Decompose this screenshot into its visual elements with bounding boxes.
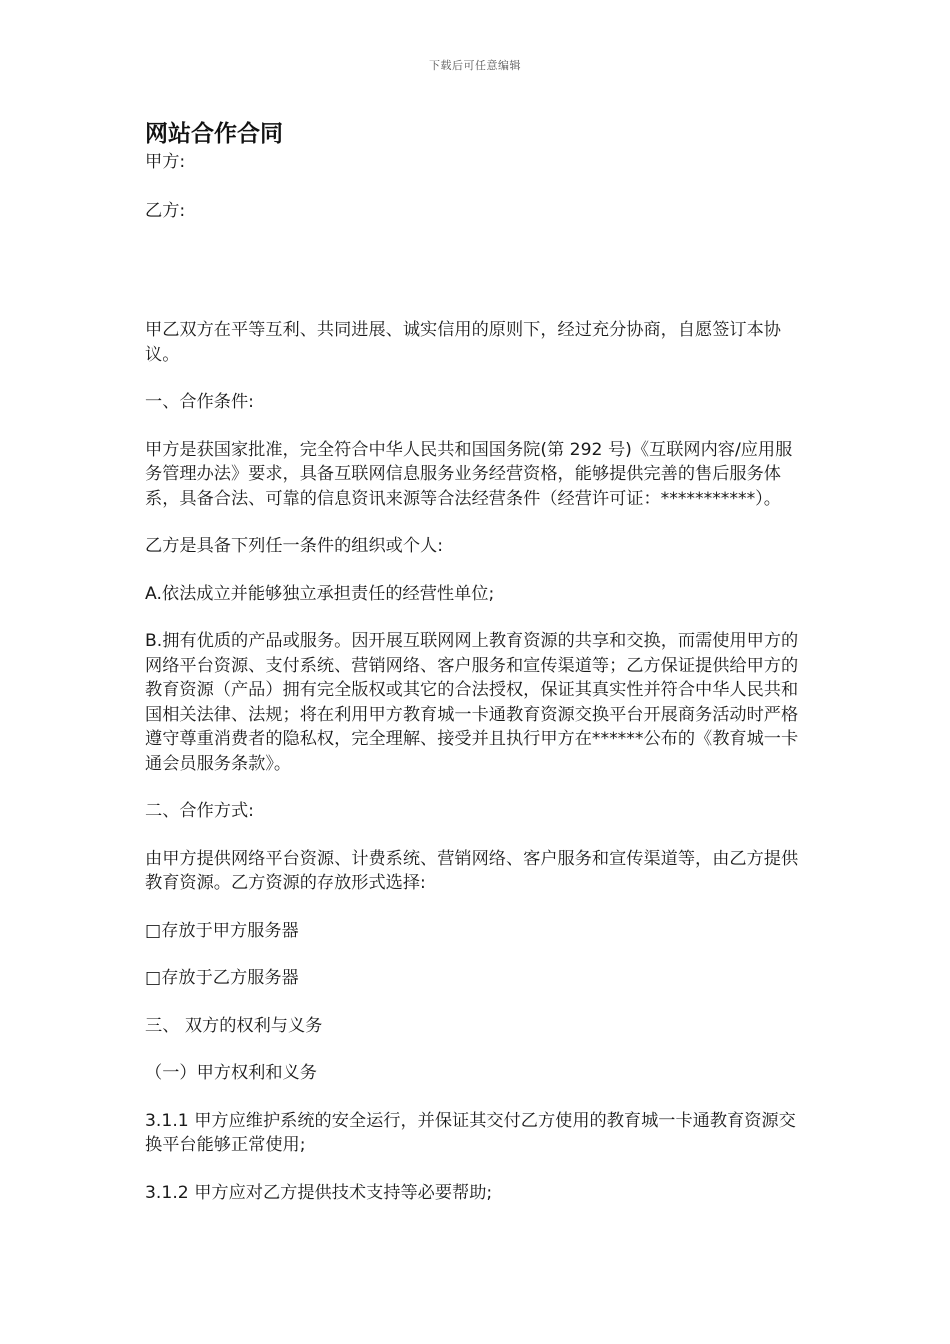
document-body — [145, 118, 805, 1205]
header-note: 下载后可任意编辑 — [429, 59, 521, 72]
party-a-label: 甲方: — [145, 152, 186, 172]
section1-heading: 一、合作条件: — [145, 392, 254, 412]
section3-heading: 三、 双方的权利与义务 — [145, 1015, 323, 1036]
section2-body: 由甲方提供网络平台资源、计费系统、营销网络、客户服务和宣传渠道等，由乙方提供教育资源。乙方资源的存放形式选择: — [145, 848, 799, 893]
section1-item-a: A.依法成立并能够独立承担责任的经营性单位; — [145, 583, 495, 604]
clause-3-1-1: 3.1.1 甲方应维护系统的安全运行，并保证其交付乙方使用的教育城一卡通教育资源交换平台能够正常使用; — [145, 1110, 796, 1155]
storage-option-a: □存放于甲方服务器 — [145, 920, 299, 941]
storage-option-b: □存放于乙方服务器 — [145, 968, 299, 988]
party-b-label: 乙方: — [145, 200, 186, 221]
section1-party-a-paragraph: 甲方是获国家批准，完全符合中华人民共和国国务院(第 292 号)《互联网内容/应用服务管理办法》要求，具备互联网信息服务业务经营资格，能够提供完善的售后服务体系，具备合法、可靠的信息资讯来源等合法经营条件（经营许可证：***********）。 — [145, 439, 793, 509]
section3-subheading-1: （一）甲方权利和义务 — [145, 1063, 317, 1083]
section2-heading: 二、合作方式: — [145, 801, 254, 821]
intro-paragraph: 甲乙双方在平等互利、共同进展、诚实信用的原则下，经过充分协商，自愿签订本协议。 — [145, 320, 781, 365]
section1-item-b: B.拥有优质的产品或服务。因开展互联网网上教育资源的共享和交换，而需使用甲方的网络平台资源、支付系统、营销网络、客户服务和宣传渠道等；乙方保证提供给甲方的教育资源（产品）拥有完全版权或其它的合法授权，保证其真实性并符合中华人民共和国相关法律、法规；将在利用甲方教育城一卡通教育资源交换平台开展商务活动时严格遵守尊重消费者的隐私权，完全理解、接受并且执行甲方在******公布的《教育城一卡通会员服务条款》。 — [145, 631, 799, 774]
clause-3-1-2: 3.1.2 甲方应对乙方提供技术支持等必要帮助; — [145, 1182, 493, 1203]
document-title: 网站合作合同 — [145, 121, 283, 147]
section1-party-b-intro: 乙方是具备下列任一条件的组织或个人: — [145, 536, 443, 556]
